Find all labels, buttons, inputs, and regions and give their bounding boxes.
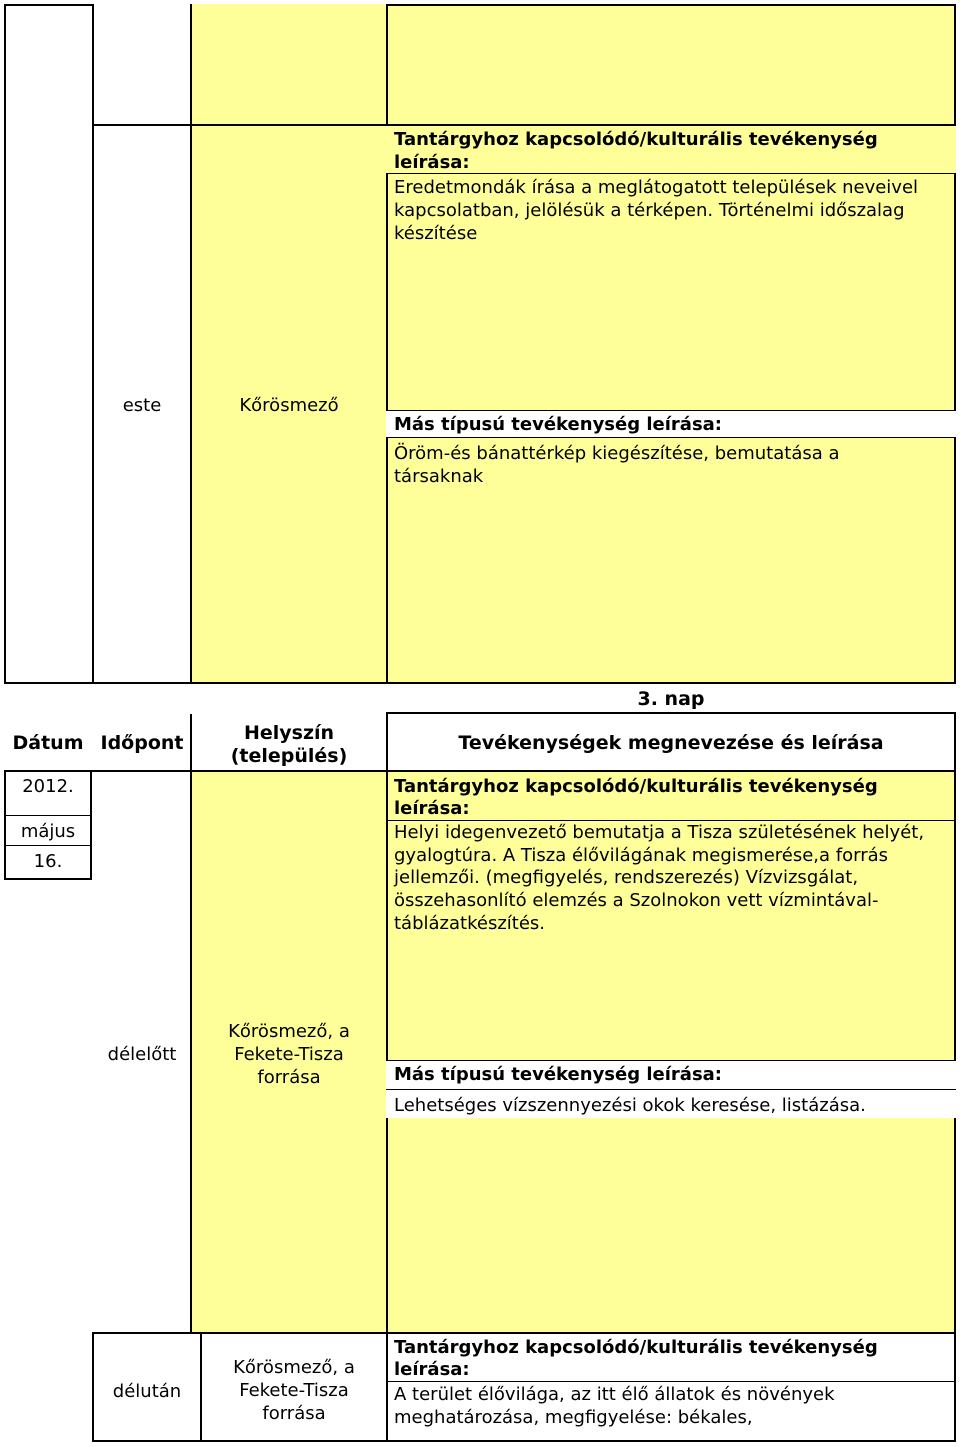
day3-activity1-heading: Tantárgyhoz kapcsolódó/kulturális tevékenység <box>394 776 878 797</box>
top-activity1-heading-2: leírása: <box>394 152 470 173</box>
day3-activity1-line: összehasonlító elemzés a Szolnokon vett vízmintával- <box>394 890 879 911</box>
afternoon-heading-2: leírása: <box>394 1359 470 1380</box>
top-date-column <box>4 4 94 684</box>
header-place-sub: (település) <box>230 745 348 767</box>
header-divider <box>954 714 956 770</box>
day3-activity1-line: gyalogtúra. A Tisza élővilágának megismerése,a forrás <box>394 845 889 866</box>
top-activity1-line: kapcsolatban, jelölésük a térképen. Történelmi időszalag <box>394 200 905 221</box>
afternoon-heading-divider <box>386 1381 956 1382</box>
top-place-column <box>190 4 386 684</box>
morning-place-line: Fekete-Tisza <box>234 1044 344 1065</box>
header-date: Dátum <box>12 732 84 754</box>
header-activities: Tevékenységek megnevezése és leírása <box>458 732 884 754</box>
date-day: 16. <box>33 851 63 872</box>
morning-text: Lehetséges vízszennyezési okok keresése, listázása. <box>394 1095 866 1116</box>
top-blank-cell <box>94 6 190 124</box>
evening-time: este <box>122 395 162 416</box>
evening-place: Kőrösmező <box>239 395 339 416</box>
evening-line: társaknak <box>394 466 484 487</box>
day3-activity1-line: táblázatkészítés. <box>394 913 545 934</box>
top-activity-column <box>386 4 956 684</box>
header-place: Helyszín <box>243 722 335 744</box>
day3-activity1-line: jellemzői. (megfigyelés, rendszerezés) Vízvizsgálat, <box>394 867 859 888</box>
date-year: 2012. <box>22 776 74 797</box>
day3-activity1-heading-2: leírása: <box>394 798 470 819</box>
header-divider <box>386 714 388 770</box>
afternoon-place-line: forrása <box>262 1403 326 1424</box>
afternoon-line: A terület élővilága, az itt élő állatok és növények <box>394 1384 835 1405</box>
top-activity1-line: készítése <box>394 223 478 244</box>
morning-time: délelőtt <box>107 1044 177 1065</box>
morning-heading: Más típusú tevékenység leírása: <box>394 1064 723 1085</box>
evening-line: Öröm-és bánattérkép kiegészítése, bemutatása a <box>394 443 840 464</box>
day3-activity1-line: Helyi idegenvezető bemutatja a Tisza születésének helyét, <box>394 822 925 843</box>
header-divider <box>190 714 192 770</box>
afternoon-place-line: Fekete-Tisza <box>239 1380 349 1401</box>
date-divider <box>4 815 92 816</box>
afternoon-heading: Tantárgyhoz kapcsolódó/kulturális tevékenység <box>394 1337 878 1358</box>
top-activity1-heading: Tantárgyhoz kapcsolódó/kulturális tevékenység <box>394 129 878 150</box>
afternoon-line: meghatározása, megfigyelése: békales, <box>394 1407 753 1428</box>
day-label: 3. nap <box>637 688 705 710</box>
morning-place-line: forrása <box>257 1067 321 1088</box>
day-header-top-line <box>386 712 956 714</box>
afternoon-time: délután <box>112 1381 182 1402</box>
morning-place-line: Kőrösmező, a <box>228 1021 350 1042</box>
header-time: Időpont <box>100 732 184 754</box>
evening-heading: Más típusú tevékenység leírása: <box>394 414 723 435</box>
afternoon-place-line: Kőrösmező, a <box>233 1357 355 1378</box>
date-month: május <box>20 821 76 842</box>
afternoon-divider <box>386 1332 388 1442</box>
top-activity1-line: Eredetmondák írása a meglátogatott települések neveivel <box>394 177 919 198</box>
date-divider <box>4 845 92 846</box>
